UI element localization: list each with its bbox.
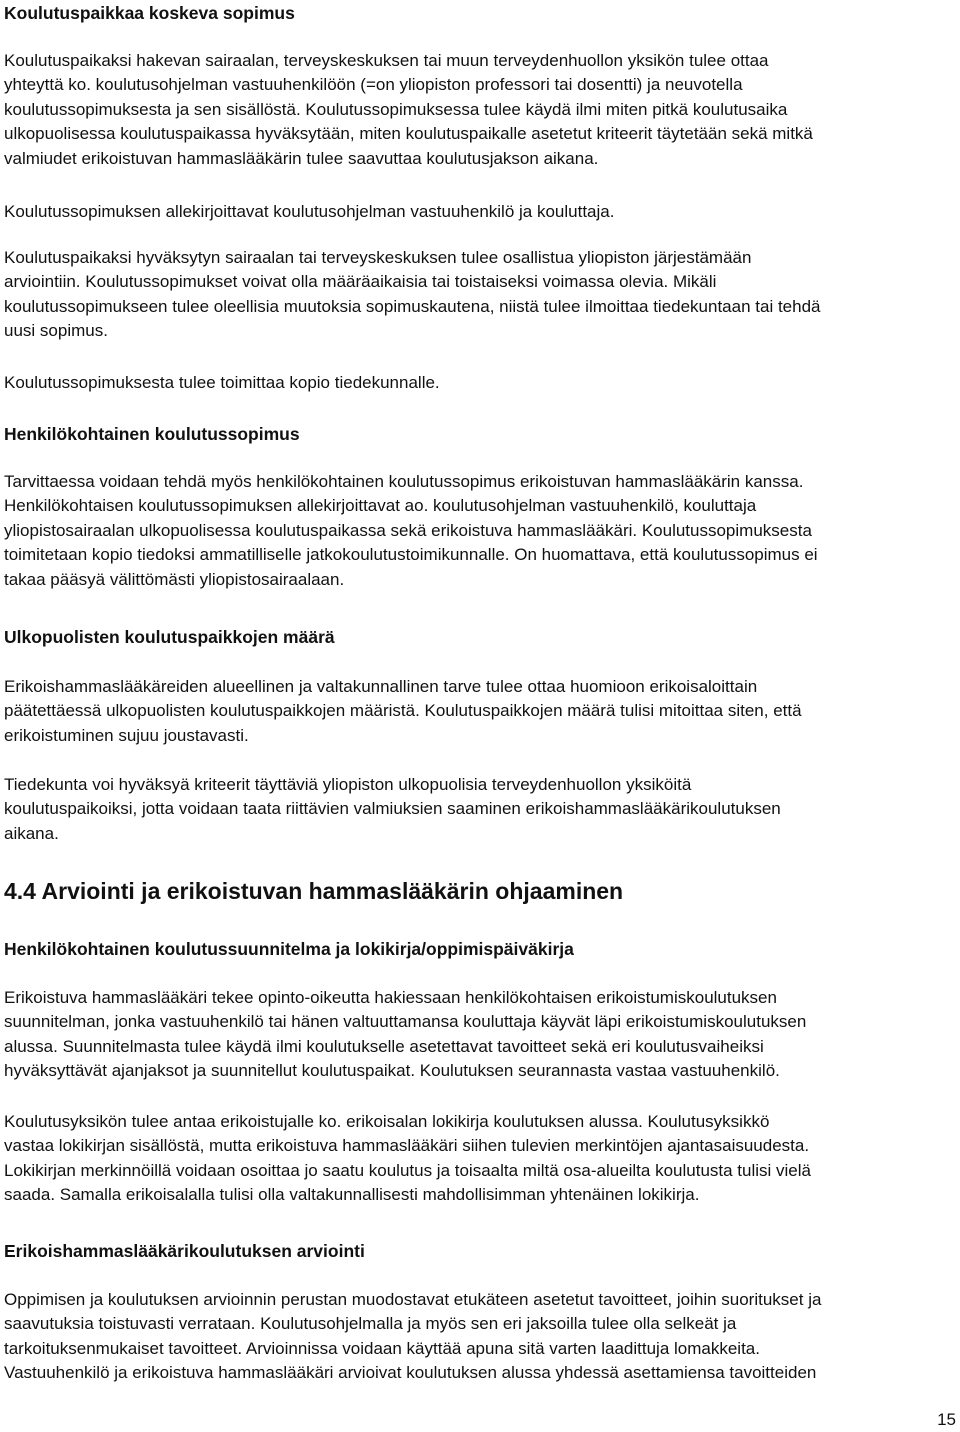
paragraph	[4, 470, 956, 592]
paragraph-line: Koulutuspaikaksi hyväksytyn sairaalan tai terveyskeskuksen tulee osallistua yliopiston järjestämään	[4, 248, 752, 267]
paragraph-line: Tarvittaessa voidaan tehdä myös henkilökohtainen koulutussopimus erikoistuvan hammaslääkärin kanssa.	[4, 472, 804, 491]
paragraph-line: erikoistuminen sujuu joustavasti.	[4, 725, 249, 745]
section-heading: 4.4 Arviointi ja erikoistuvan hammaslääkärin ohjaaminen	[4, 878, 624, 904]
subsection-heading: Henkilökohtainen koulutussopimus	[4, 424, 300, 444]
paragraph-line: saavutuksia toistuvasti verrataan. Koulutusohjelmalla ja myös sen eri jaksoilla tulee olla selkeät ja	[4, 1314, 737, 1334]
paragraph-line: Koulutussopimuksesta tulee toimittaa kopio tiedekunnalle.	[4, 373, 440, 392]
subsection-heading: Ulkopuolisten koulutuspaikkojen määrä	[4, 627, 335, 647]
paragraph-line: Henkilökohtaisen koulutussopimuksen allekirjoittavat ao. koulutusohjelman vastuuhenkilö, kouluttaja	[4, 496, 757, 516]
paragraph-line: uusi sopimus.	[4, 321, 108, 341]
paragraph-line: koulutussopimukseen tulee oleellisia muutoksia sopimuskautena, niistä tulee ilmoittaa tiedekuntaan tai tehdä	[4, 296, 821, 316]
subsection-heading: Erikoishammaslääkärikoulutuksen arviointi	[4, 1241, 365, 1261]
page-number: 15	[937, 1410, 956, 1429]
paragraph	[4, 675, 956, 748]
paragraph-line: suunnitelman, jonka vastuuhenkilö tai hänen valtuuttamansa kouluttaja käyvät läpi erikoistumiskoulutuksen	[4, 1012, 807, 1032]
paragraph	[4, 246, 956, 344]
paragraph-line: hyväksyttävät ajanjaksot ja suunnitellut koulutuspaikat. Koulutuksen seurannasta vastaa vastuuhenkilö.	[4, 1061, 780, 1081]
subsection-heading: Koulutuspaikkaa koskeva sopimus	[4, 3, 295, 23]
paragraph-line: päätettäessä ulkopuolisten koulutuspaikkojen määristä. Koulutuspaikkojen määrä tulisi mitoittaa siten, että	[4, 701, 802, 721]
paragraph-line: alussa. Suunnitelmasta tulee käydä ilmi koulutukselle asetettavat tavoitteet sekä eri koulutusvaiheiksi	[4, 1036, 764, 1056]
paragraph	[4, 1288, 956, 1386]
paragraph-line: Vastuuhenkilö ja erikoistuva hammaslääkäri arvioivat koulutuksen alussa yhdessä asettamiensa tavoitteiden	[4, 1363, 817, 1383]
paragraph-line: Lokikirjan merkinnöillä voidaan osoittaa jo saatu koulutus ja toisaalta miltä osa-alueilta koulutusta tulisi vielä	[4, 1160, 811, 1180]
paragraph-line: tarkoituksenmukaiset tavoitteet. Arvioinnissa voidaan käyttää apuna sitä varten laadittuja lomakkeita.	[4, 1338, 760, 1358]
paragraph-line: koulutuspaikoiksi, jotta voidaan taata riittävien valmiuksien saaminen erikoishammaslääkärikoulutuksen	[4, 799, 781, 819]
paragraph	[4, 371, 956, 395]
paragraph-line: takaa pääsyä välittömästi yliopistosairaalaan.	[4, 569, 345, 589]
paragraph-line: Erikoistuva hammaslääkäri tekee opinto-oikeutta hakiessaan henkilökohtaisen erikoistumiskoulutuksen	[4, 988, 777, 1007]
paragraph-line: Erikoishammaslääkäreiden alueellinen ja valtakunnallinen tarve tulee ottaa huomioon erikoisaloittain	[4, 677, 758, 696]
paragraph-line: Tiedekunta voi hyväksyä kriteerit täyttäviä yliopiston ulkopuolisia terveydenhuollon yksiköitä	[4, 775, 692, 794]
paragraph	[4, 773, 956, 846]
paragraph	[4, 986, 956, 1084]
paragraph-line: Koulutuspaikaksi hakevan sairaalan, terveyskeskuksen tai muun terveydenhuollon yksikön tulee ottaa	[4, 51, 769, 70]
paragraph-line: koulutussopimuksesta ja sen sisällöstä. Koulutussopimuksessa tulee käydä ilmi miten pitkä koulutusaika	[4, 99, 788, 119]
paragraph	[4, 200, 956, 224]
paragraph-line: yliopistosairaalan ulkopuolisessa koulutuspaikassa sekä erikoistuva hammaslääkäri. Koulutussopimuksesta	[4, 520, 812, 540]
paragraph	[4, 1110, 956, 1208]
paragraph	[4, 49, 956, 171]
paragraph-line: Koulutusyksikön tulee antaa erikoistujalle ko. erikoisalan lokikirja koulutuksen alussa. Koulutusyksikkö	[4, 1112, 770, 1131]
paragraph-line: valmiudet erikoistuvan hammaslääkärin tulee saavuttaa koulutusjakson aikana.	[4, 148, 599, 168]
paragraph-line: saada. Samalla erikoisalalla tulisi olla valtakunnallisesti mahdollisimman yhtenäinen lokikirja.	[4, 1185, 700, 1205]
paragraph-line: ulkopuolisessa koulutuspaikassa hyväksytään, miten koulutuspaikalle asetetut kriteerit täytetään sekä mitkä	[4, 124, 813, 144]
paragraph-line: aikana.	[4, 823, 59, 843]
paragraph-line: vastaa lokikirjan sisällöstä, mutta erikoistuva hammaslääkäri siihen tulevien merkintöjen ajantasaisuudesta.	[4, 1136, 810, 1156]
paragraph-line: toimitetaan kopio tiedoksi ammatilliselle jatkokoulutustoimikunnalle. On huomattava, että koulutussopimus ei	[4, 545, 818, 565]
paragraph-line: arviointiin. Koulutussopimukset voivat olla määräaikaisia tai toistaiseksi voimassa olevia. Mikäli	[4, 272, 717, 292]
paragraph-line: yhteyttä ko. koulutusohjelman vastuuhenkilöön (=on yliopiston professori tai dosentti) ja neuvotella	[4, 75, 743, 95]
subsection-heading: Henkilökohtainen koulutussuunnitelma ja lokikirja/oppimispäiväkirja	[4, 939, 574, 959]
paragraph-line: Koulutussopimuksen allekirjoittavat koulutusohjelman vastuuhenkilö ja kouluttaja.	[4, 202, 615, 221]
paragraph-line: Oppimisen ja koulutuksen arvioinnin perustan muodostavat etukäteen asetetut tavoitteet, joihin suoritukset ja	[4, 1290, 822, 1309]
